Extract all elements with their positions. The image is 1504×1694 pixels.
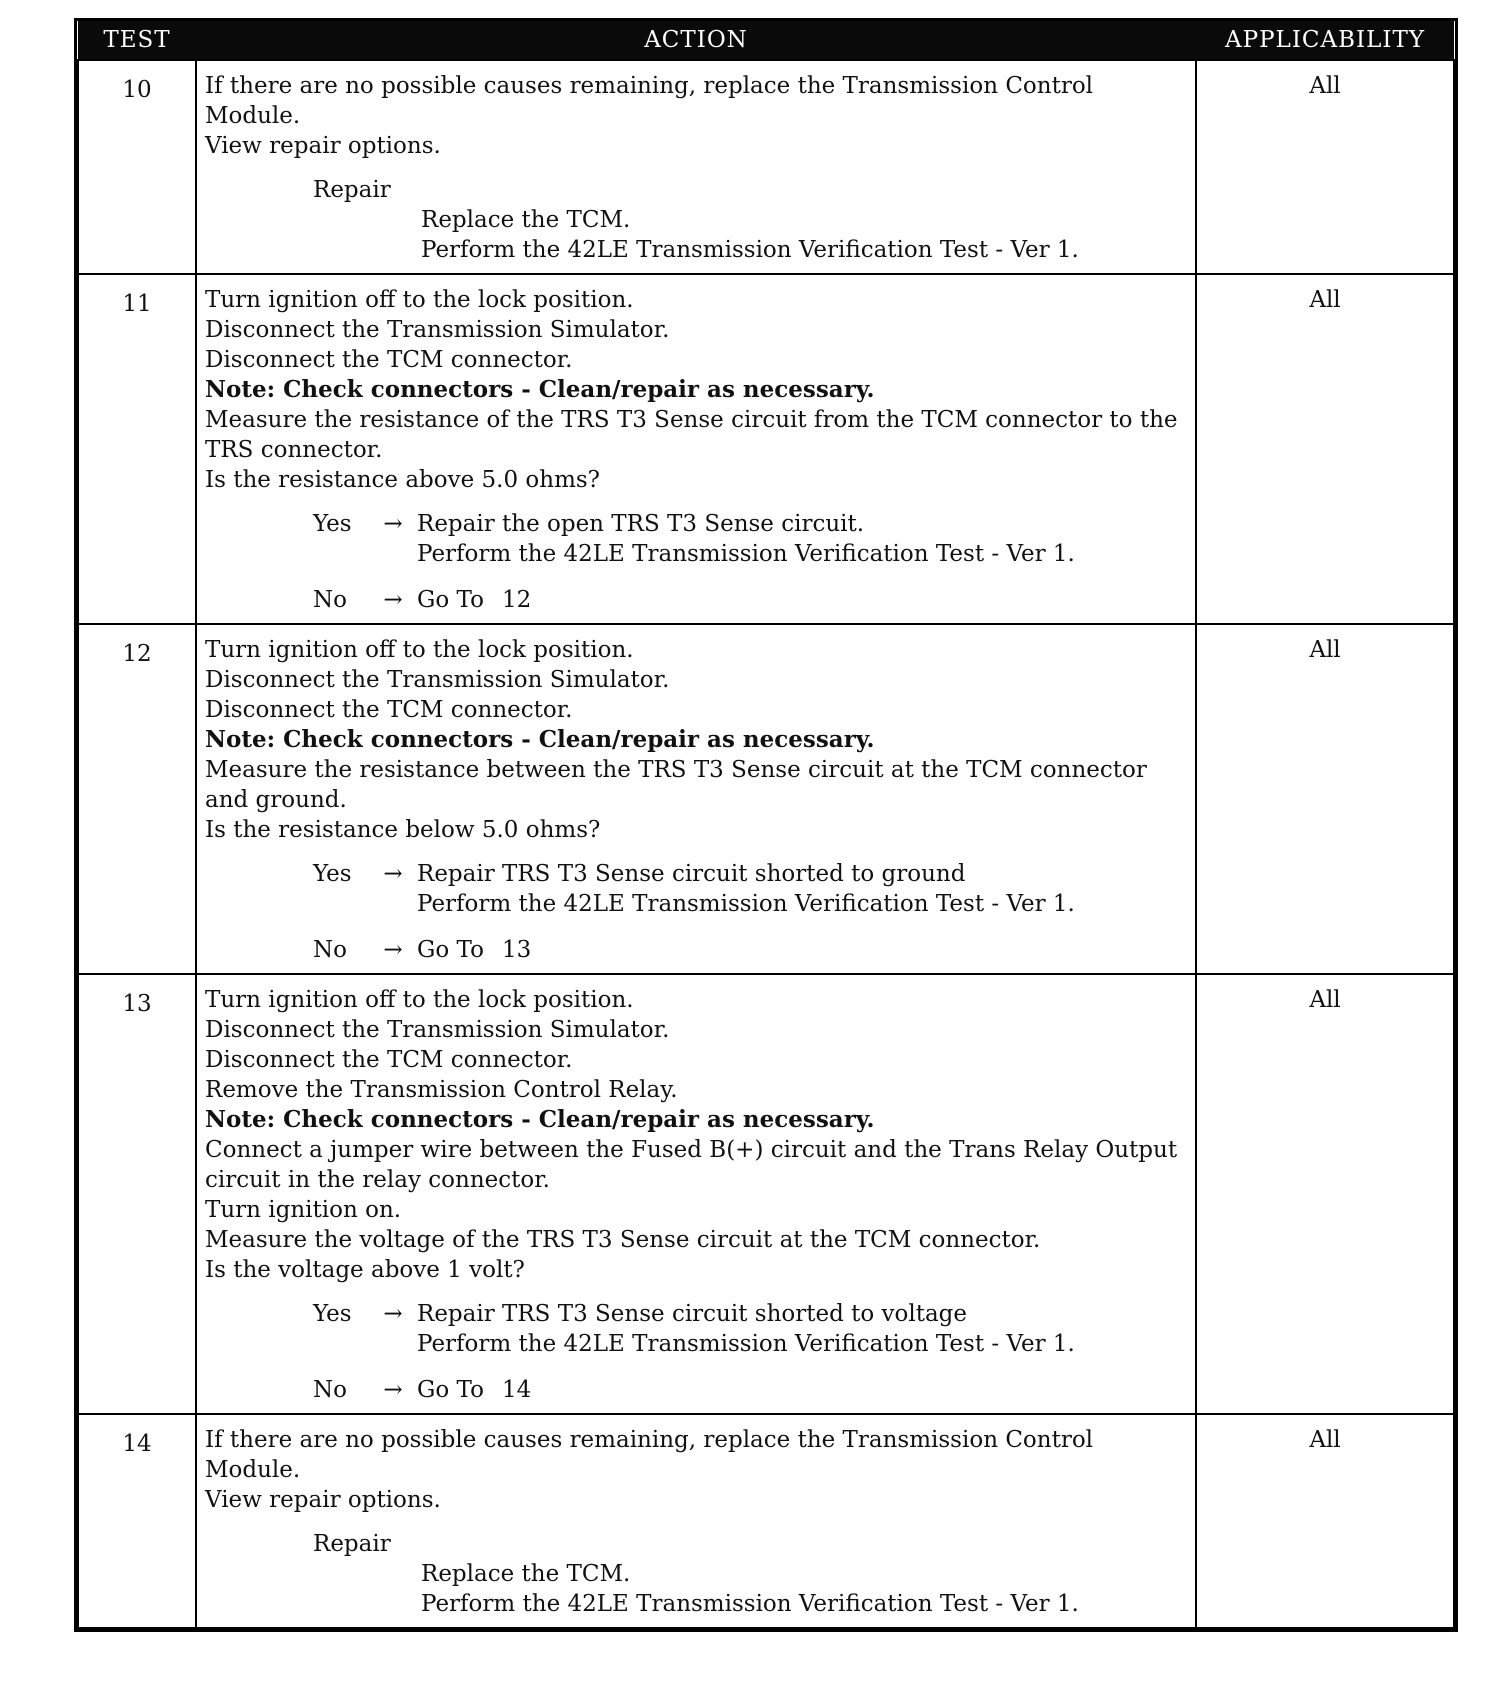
yes-branch <box>313 1299 1189 1359</box>
no-label: No <box>313 587 347 613</box>
action-step: View repair options. <box>205 1487 441 1513</box>
test-number: 12 <box>78 624 196 974</box>
goto-text: Go To <box>417 1377 484 1403</box>
header-test: TEST <box>78 21 196 60</box>
yes-branch <box>313 509 1189 569</box>
action-step: View repair options. <box>205 133 441 159</box>
action-step: Turn ignition off to the lock position. <box>205 287 634 313</box>
action-step: Measure the resistance of the TRS T3 Sense circuit from the TCM connector to the TRS connector. <box>205 407 1178 463</box>
yes-line: Perform the 42LE Transmission Verification Test - Ver 1. <box>417 1331 1075 1357</box>
yes-line: Perform the 42LE Transmission Verification Test - Ver 1. <box>417 891 1075 917</box>
repair-line: Replace the TCM. <box>421 207 631 233</box>
right-arrow-icon: → <box>383 937 403 963</box>
goto-number: 13 <box>501 937 532 963</box>
repair-lines <box>421 205 1189 265</box>
header-action: ACTION <box>196 21 1196 60</box>
action-step: If there are no possible causes remaining, replace the Transmission Control Module. <box>205 1427 1094 1483</box>
diagnostic-test-table <box>74 18 1458 1632</box>
applicability-cell: All <box>1196 974 1454 1414</box>
action-step: Turn ignition off to the lock position. <box>205 987 634 1013</box>
test-number: 13 <box>78 974 196 1414</box>
action-step: Measure the voltage of the TRS T3 Sense circuit at the TCM connector. <box>205 1227 1041 1253</box>
repair-line: Perform the 42LE Transmission Verification Test - Ver 1. <box>421 1591 1079 1617</box>
action-cell <box>196 624 1196 974</box>
action-step: Is the resistance above 5.0 ohms? <box>205 467 601 493</box>
test-row-10 <box>78 60 1454 274</box>
action-step: Turn ignition off to the lock position. <box>205 637 634 663</box>
repair-label: Repair <box>313 177 391 203</box>
action-step: Measure the resistance between the TRS T3 Sense circuit at the TCM connector and ground. <box>205 757 1147 813</box>
no-branch <box>313 585 1189 615</box>
applicability-cell: All <box>1196 1414 1454 1628</box>
repair-label: Repair <box>313 1531 391 1557</box>
yes-line: Repair TRS T3 Sense circuit shorted to voltage <box>417 1301 968 1327</box>
test-number: 14 <box>78 1414 196 1628</box>
no-body <box>417 935 1189 965</box>
test-table <box>77 21 1455 1629</box>
header-applicability: APPLICABILITY <box>1196 21 1454 60</box>
right-arrow-icon: → <box>383 1377 403 1403</box>
note-text: Note: Check connectors - Clean/repair as necessary. <box>205 726 875 753</box>
header-row <box>78 21 1454 60</box>
no-label: No <box>313 1377 347 1403</box>
test-row-13 <box>78 974 1454 1414</box>
repair-line: Replace the TCM. <box>421 1561 631 1587</box>
action-step: Turn ignition on. <box>205 1197 402 1223</box>
yes-line: Repair the open TRS T3 Sense circuit. <box>417 511 865 537</box>
goto-text: Go To <box>417 587 484 613</box>
no-body <box>417 585 1189 615</box>
goto-number: 12 <box>501 587 532 613</box>
applicability-cell: All <box>1196 624 1454 974</box>
test-number: 11 <box>78 274 196 624</box>
test-number: 10 <box>78 60 196 274</box>
right-arrow-icon: → <box>383 1301 403 1327</box>
yes-body <box>417 859 1189 919</box>
test-row-14 <box>78 1414 1454 1628</box>
action-cell <box>196 1414 1196 1628</box>
goto-text: Go To <box>417 937 484 963</box>
note-text: Note: Check connectors - Clean/repair as necessary. <box>205 376 875 403</box>
note-text: Note: Check connectors - Clean/repair as necessary. <box>205 1106 875 1133</box>
repair-lines <box>421 1559 1189 1619</box>
action-step: Disconnect the TCM connector. <box>205 347 573 373</box>
action-step: Connect a jumper wire between the Fused B(+) circuit and the Trans Relay Output circuit in the relay connector. <box>205 1137 1178 1193</box>
yes-label: Yes <box>313 511 352 537</box>
no-label: No <box>313 937 347 963</box>
right-arrow-icon: → <box>383 587 403 613</box>
action-step: If there are no possible causes remaining, replace the Transmission Control Module. <box>205 73 1094 129</box>
action-step: Disconnect the Transmission Simulator. <box>205 317 670 343</box>
test-row-11 <box>78 274 1454 624</box>
applicability-cell: All <box>1196 60 1454 274</box>
right-arrow-icon: → <box>383 861 403 887</box>
action-step: Remove the Transmission Control Relay. <box>205 1077 678 1103</box>
action-step: Disconnect the TCM connector. <box>205 697 573 723</box>
yes-branch <box>313 859 1189 919</box>
yes-line: Repair TRS T3 Sense circuit shorted to ground <box>417 861 966 887</box>
action-cell <box>196 60 1196 274</box>
no-branch <box>313 1375 1189 1405</box>
action-cell <box>196 274 1196 624</box>
applicability-cell: All <box>1196 274 1454 624</box>
action-cell <box>196 974 1196 1414</box>
yes-label: Yes <box>313 1301 352 1327</box>
no-body <box>417 1375 1189 1405</box>
yes-body <box>417 1299 1189 1359</box>
no-branch <box>313 935 1189 965</box>
action-step: Disconnect the TCM connector. <box>205 1047 573 1073</box>
yes-body <box>417 509 1189 569</box>
repair-line: Perform the 42LE Transmission Verification Test - Ver 1. <box>421 237 1079 263</box>
action-step: Is the resistance below 5.0 ohms? <box>205 817 601 843</box>
yes-label: Yes <box>313 861 352 887</box>
action-step: Disconnect the Transmission Simulator. <box>205 1017 670 1043</box>
right-arrow-icon: → <box>383 511 403 537</box>
yes-line: Perform the 42LE Transmission Verification Test - Ver 1. <box>417 541 1075 567</box>
goto-number: 14 <box>501 1377 532 1403</box>
action-step: Is the voltage above 1 volt? <box>205 1257 525 1283</box>
action-step: Disconnect the Transmission Simulator. <box>205 667 670 693</box>
test-row-12 <box>78 624 1454 974</box>
